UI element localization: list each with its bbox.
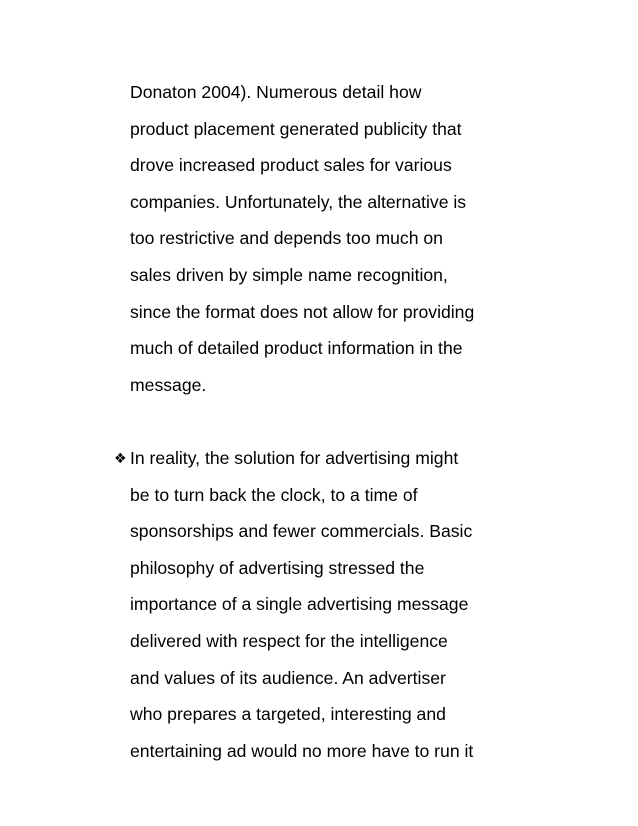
text-line: much of detailed product information in the — [130, 338, 463, 359]
text-line: message. — [130, 374, 207, 395]
text-line: importance of a single advertising message — [130, 594, 469, 615]
text-line: too restrictive and depends too much on — [130, 228, 443, 249]
text-line: who prepares a targeted, interesting and — [130, 704, 446, 725]
text-line: In reality, the solution for advertising might — [130, 448, 459, 468]
paragraph-1 — [130, 74, 570, 403]
text-line: companies. Unfortunately, the alternative is — [130, 191, 467, 212]
text-line: sales driven by simple name recognition, — [130, 264, 448, 285]
text-line: sponsorships and fewer commercials. Basic — [130, 521, 473, 542]
text-line: delivered with respect for the intelligence — [130, 630, 448, 651]
text-line: be to turn back the clock, to a time of — [130, 484, 418, 505]
text-line: Donaton 2004). Numerous detail how — [130, 82, 422, 102]
text-line: and values of its audience. An advertiser — [130, 667, 446, 688]
text-line: entertaining ad would no more have to run it — [130, 740, 474, 761]
paragraph-2 — [114, 440, 570, 769]
text-line: philosophy of advertising stressed the — [130, 557, 425, 578]
bullet-line — [114, 440, 570, 477]
text-line: drove increased product sales for various — [130, 155, 452, 176]
text-line: since the format does not allow for providing — [130, 301, 475, 322]
text-line: product placement generated publicity that — [130, 118, 462, 139]
diamond-bullet-icon: ❖ — [114, 450, 127, 466]
